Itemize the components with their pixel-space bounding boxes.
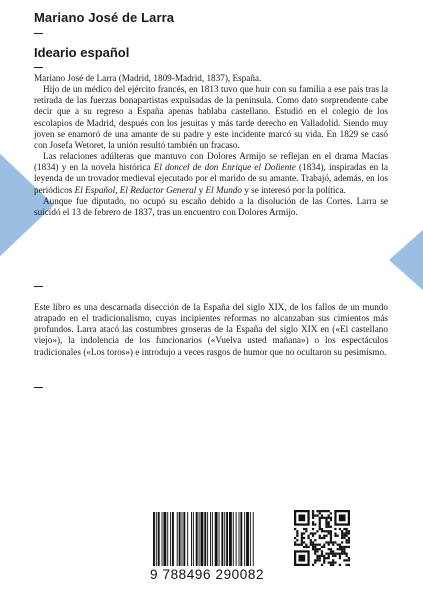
qr-module <box>330 535 332 537</box>
book-description <box>34 302 388 358</box>
qr-module <box>341 535 343 537</box>
author-biography <box>34 73 388 218</box>
qr-module <box>303 537 305 539</box>
qr-module <box>348 537 350 539</box>
qr-module <box>330 562 332 564</box>
qr-module <box>325 541 327 543</box>
qr-module <box>343 553 345 555</box>
qr-module <box>316 550 318 552</box>
qr-module <box>330 526 332 528</box>
qr-module <box>341 548 343 550</box>
qr-module <box>330 550 332 552</box>
qr-module <box>341 537 343 539</box>
barcode-bar <box>182 512 183 566</box>
qr-module <box>303 528 305 530</box>
qr-module <box>325 523 327 525</box>
qr-module <box>314 546 316 548</box>
isbn-number: 9 788496 290082 <box>150 567 265 582</box>
qr-module <box>332 559 334 561</box>
qr-module <box>301 532 303 534</box>
qr-module <box>316 559 318 561</box>
qr-module <box>319 519 321 521</box>
qr-module <box>346 553 348 555</box>
qr-module <box>319 559 321 561</box>
qr-module <box>332 544 334 546</box>
qr-module <box>339 548 341 550</box>
barcode-bar <box>246 512 249 566</box>
qr-module <box>328 510 330 512</box>
qr-module <box>330 530 332 532</box>
qr-module <box>343 546 345 548</box>
divider-dash <box>34 33 43 34</box>
qr-module <box>316 557 318 559</box>
qr-module <box>330 541 332 543</box>
qr-module <box>328 514 330 516</box>
qr-module <box>310 544 312 546</box>
qr-module <box>330 537 332 539</box>
qr-module <box>325 535 327 537</box>
qr-module <box>343 548 345 550</box>
qr-module <box>325 557 327 559</box>
qr-module <box>323 544 325 546</box>
qr-module <box>305 546 307 548</box>
qr-module <box>348 564 350 566</box>
qr-module <box>321 553 323 555</box>
qr-module <box>312 517 314 519</box>
qr-module <box>334 535 336 537</box>
qr-module <box>319 537 321 539</box>
qr-module <box>314 539 316 541</box>
qr-module <box>328 544 330 546</box>
barcode-bar <box>199 512 200 566</box>
qr-module <box>319 521 321 523</box>
qr-module <box>312 510 314 512</box>
author-name: Mariano José de Larra <box>34 10 175 25</box>
barcode-bar <box>204 512 206 566</box>
barcode-icon <box>147 512 283 570</box>
barcode-bar <box>172 512 174 566</box>
qr-module <box>343 537 345 539</box>
qr-module <box>332 564 334 566</box>
qr-module <box>334 541 336 543</box>
qr-module <box>328 555 330 557</box>
divider-dash <box>34 286 43 287</box>
qr-module <box>343 535 345 537</box>
book-title: Ideario español <box>34 45 130 60</box>
qr-module <box>325 526 327 528</box>
qr-module <box>298 514 305 521</box>
qr-module <box>301 535 303 537</box>
qr-module <box>316 548 318 550</box>
qr-module <box>319 528 321 530</box>
qr-module <box>321 550 323 552</box>
qr-module <box>321 530 323 532</box>
qr-module <box>343 532 345 534</box>
qr-module <box>312 548 314 550</box>
qr-module <box>341 532 343 534</box>
qr-module <box>346 530 348 532</box>
qr-module <box>312 546 314 548</box>
qr-module <box>310 541 312 543</box>
qr-module <box>321 517 323 519</box>
qr-module <box>339 557 341 559</box>
qr-module <box>328 562 330 564</box>
divider-dash <box>34 387 43 388</box>
qr-module <box>314 514 316 516</box>
barcode-bar <box>240 512 242 566</box>
barcode-bar <box>187 512 188 566</box>
qr-module <box>343 550 345 552</box>
qr-module <box>321 514 323 516</box>
qr-module <box>341 546 343 548</box>
qr-module <box>296 532 298 534</box>
qr-module <box>319 555 321 557</box>
qr-module <box>346 528 348 530</box>
qr-module <box>332 550 334 552</box>
bio-paragraph: Aunque fue diputado, no ocupó su escaño debido a la disolución de las Cortes. Larra se suicidó el 13 de febrero de 1837, tras un encuentro con Dolores Armijo. <box>34 195 388 217</box>
qr-module <box>348 557 350 559</box>
qr-module <box>332 562 334 564</box>
qr-module <box>325 519 327 521</box>
qr-module <box>339 528 341 530</box>
qr-module <box>341 550 343 552</box>
qr-module <box>337 548 339 550</box>
qr-module <box>312 564 314 566</box>
qr-module <box>323 530 325 532</box>
qr-module <box>323 555 325 557</box>
qr-module <box>330 553 332 555</box>
qr-module <box>319 535 321 537</box>
qr-module <box>316 530 318 532</box>
qr-module <box>312 521 314 523</box>
qr-module <box>346 546 348 548</box>
qr-module <box>323 557 325 559</box>
qr-module <box>312 528 314 530</box>
qr-module <box>323 562 325 564</box>
qr-module <box>328 523 330 525</box>
qr-module <box>330 548 332 550</box>
qr-module <box>312 544 314 546</box>
qr-module <box>321 510 323 512</box>
qr-module <box>330 532 332 534</box>
qr-module <box>319 510 321 512</box>
qr-module <box>337 544 339 546</box>
qr-module <box>298 544 300 546</box>
barcode-bar <box>250 512 251 566</box>
qr-module <box>314 559 316 561</box>
qr-module <box>325 521 327 523</box>
qr-module <box>348 546 350 548</box>
qr-module <box>310 532 312 534</box>
barcode-bar <box>196 512 198 566</box>
qr-module <box>328 541 330 543</box>
qr-module <box>312 532 314 534</box>
barcode-bar <box>236 512 237 566</box>
qr-module <box>325 510 327 512</box>
qr-module <box>305 528 307 530</box>
qr-module <box>319 523 321 525</box>
qr-module <box>328 557 330 559</box>
qr-module <box>330 519 332 521</box>
qr-module <box>339 546 341 548</box>
qr-module <box>341 553 343 555</box>
qr-module <box>321 564 323 566</box>
qr-module <box>307 546 309 548</box>
qr-module <box>346 539 348 541</box>
qr-module <box>328 517 330 519</box>
barcode-bar <box>215 512 218 566</box>
qr-module <box>316 555 318 557</box>
barcode-bar <box>244 512 245 566</box>
qr-module <box>337 535 339 537</box>
qr-module <box>332 553 334 555</box>
qr-module <box>339 553 341 555</box>
barcode-bar <box>253 512 254 566</box>
qr-module <box>339 555 341 557</box>
qr-module <box>346 555 348 557</box>
qr-module <box>328 530 330 532</box>
barcode-bar <box>158 512 160 566</box>
qr-module <box>301 544 303 546</box>
description-paragraph: Este libro es una descarnada disección de la España del siglo XIX, de los fallos de un mundo atrapado en el tradicionalismo, cuyas incipientes reformas no alcanzaban sus cimientos más profundos. Larra atacó las costumbres groseras de la España del siglo XIX en («El castellano viejo»), la indolencia de los funcionarios («Vuelva usted mañana») o los espectáculos tradicionales («Los toros») e introdujo a veces rasgos de humor que no ocultaron su pesimismo. <box>34 302 388 357</box>
qr-module <box>332 555 334 557</box>
qr-module <box>314 550 316 552</box>
qr-module <box>323 517 325 519</box>
decorative-triangle-right <box>389 228 423 292</box>
qr-module <box>319 557 321 559</box>
qr-module <box>328 521 330 523</box>
barcode-bar <box>170 512 171 566</box>
barcode-bar <box>212 512 213 566</box>
qr-module <box>303 546 305 548</box>
qr-module <box>303 541 305 543</box>
qr-module <box>296 535 298 537</box>
qr-code-icon <box>294 510 350 566</box>
qr-module <box>319 517 321 519</box>
qr-module <box>298 555 305 562</box>
qr-module <box>294 544 296 546</box>
qr-module <box>312 512 314 514</box>
barcode-bar <box>183 512 185 566</box>
qr-module <box>339 544 341 546</box>
barcode-bar <box>156 512 157 566</box>
qr-module <box>323 537 325 539</box>
qr-module <box>296 530 298 532</box>
qr-module <box>337 553 339 555</box>
qr-module <box>341 530 343 532</box>
barcode-bar <box>179 512 181 566</box>
barcode-bar <box>210 512 211 566</box>
qr-module <box>303 532 305 534</box>
qr-module <box>330 539 332 541</box>
qr-module <box>296 539 298 541</box>
qr-module <box>334 532 336 534</box>
divider-dash <box>34 67 43 68</box>
barcode-bar <box>221 512 223 566</box>
qr-module <box>321 555 323 557</box>
qr-module <box>328 526 330 528</box>
qr-module <box>294 537 296 539</box>
qr-module <box>307 535 309 537</box>
qr-module <box>314 548 316 550</box>
barcode-bar <box>191 512 192 566</box>
qr-module <box>330 517 332 519</box>
barcode-bar <box>153 512 155 566</box>
qr-module <box>323 510 325 512</box>
barcode-bar <box>177 512 178 566</box>
barcode-bar <box>219 512 220 566</box>
qr-module <box>328 532 330 534</box>
qr-module <box>296 544 298 546</box>
qr-module <box>314 553 316 555</box>
qr-module <box>334 528 336 530</box>
barcode-bar <box>239 512 240 566</box>
qr-module <box>346 541 348 543</box>
qr-module <box>330 564 332 566</box>
qr-module <box>339 564 341 566</box>
qr-module <box>294 541 296 543</box>
barcode-bar <box>229 512 232 566</box>
qr-module <box>348 541 350 543</box>
qr-module <box>319 526 321 528</box>
qr-module <box>346 535 348 537</box>
qr-module <box>325 530 327 532</box>
barcode-bar <box>226 512 228 566</box>
barcode-bar <box>162 512 163 566</box>
qr-module <box>319 548 321 550</box>
barcode-bar <box>233 512 234 566</box>
barcode-bar <box>201 512 204 566</box>
barcode-bar <box>207 512 208 566</box>
barcode-bar <box>163 512 166 566</box>
qr-module <box>312 514 314 516</box>
qr-module <box>323 535 325 537</box>
qr-module <box>346 532 348 534</box>
qr-module <box>339 514 346 521</box>
qr-module <box>294 528 296 530</box>
qr-module <box>301 541 303 543</box>
qr-module <box>348 559 350 561</box>
qr-module <box>346 564 348 566</box>
qr-module <box>332 541 334 543</box>
qr-module <box>334 562 336 564</box>
barcode-bar <box>224 512 225 566</box>
qr-module <box>325 553 327 555</box>
qr-module <box>314 562 316 564</box>
qr-module <box>334 553 336 555</box>
qr-module <box>316 510 318 512</box>
qr-module <box>343 559 345 561</box>
qr-module <box>301 537 303 539</box>
qr-module <box>328 553 330 555</box>
qr-module <box>319 544 321 546</box>
qr-module <box>341 541 343 543</box>
qr-module <box>312 541 314 543</box>
qr-module <box>314 544 316 546</box>
qr-module <box>323 559 325 561</box>
qr-module <box>348 532 350 534</box>
qr-module <box>348 530 350 532</box>
qr-module <box>321 528 323 530</box>
qr-module <box>330 512 332 514</box>
bio-paragraph: Hijo de un médico del ejército francés, en 1813 tuvo que huir con su familia a ese país tras la retirada de las fuerzas bonapartistas expulsadas de la península. Como dato sorprendente cabe decir que a su regreso a España apenas hablaba castellano. Estudió en el colegio de los escolapios de Madrid, después con los jesuitas y más tarde derecho en Valladolid. Siendo muy joven se enamoró de una amante de su padre y este incidente marcó su vida. En 1829 se casó con Josefa Wetoret, la unión resultó también un fracaso. <box>34 84 388 150</box>
qr-module <box>348 539 350 541</box>
barcode-bar <box>167 512 168 566</box>
qr-module <box>314 523 316 525</box>
bio-paragraph: Las relaciones adúlteras que mantuvo con Dolores Armijo se reflejan en el drama Macías (1834) y en la novela histórica El doncel de don Enrique el Doliente (1834), inspiradas en la leyenda de un trovador medieval ejecutado por el marido de su amante. Trabajó, además, en los periódicos El Español, El Redactor General y El Mundo y se interesó por la política. <box>34 151 388 195</box>
qr-module <box>334 555 336 557</box>
qr-module <box>319 512 321 514</box>
qr-module <box>321 546 323 548</box>
qr-module <box>310 539 312 541</box>
qr-module <box>346 559 348 561</box>
qr-module <box>328 548 330 550</box>
qr-module <box>325 517 327 519</box>
qr-module <box>312 535 314 537</box>
bio-paragraph: Mariano José de Larra (Madrid, 1809-Madrid, 1837), España. <box>34 73 262 83</box>
qr-module <box>316 544 318 546</box>
qr-module <box>343 528 345 530</box>
qr-module <box>307 537 309 539</box>
qr-module <box>314 532 316 534</box>
qr-module <box>305 530 307 532</box>
qr-module <box>301 539 303 541</box>
qr-module <box>312 523 314 525</box>
qr-module <box>323 546 325 548</box>
qr-module <box>321 537 323 539</box>
barcode-bar <box>193 512 194 566</box>
qr-module <box>316 514 318 516</box>
qr-module <box>305 544 307 546</box>
